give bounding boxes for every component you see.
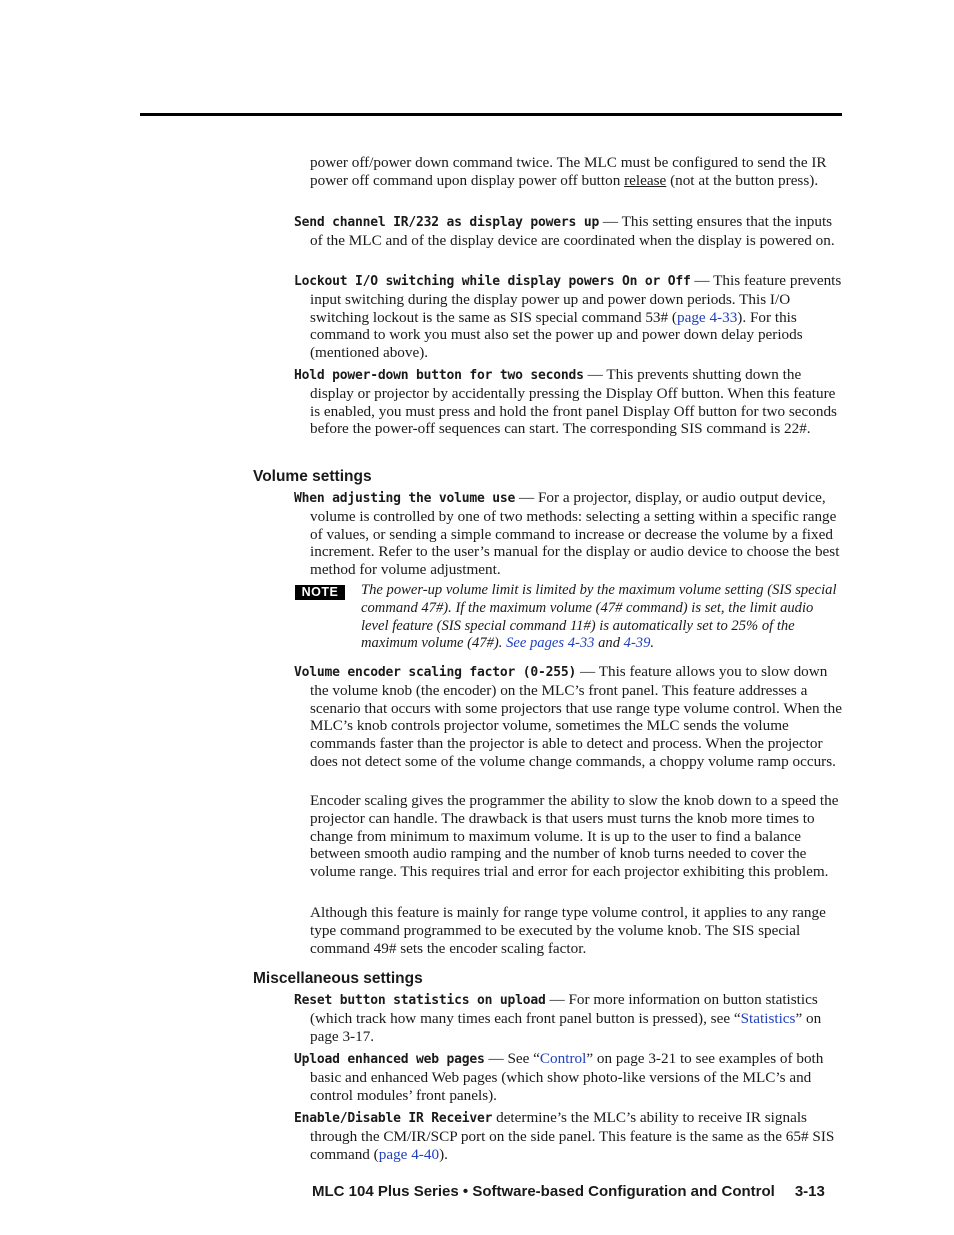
note-badge: NOTE [295, 585, 345, 600]
intro-text: power off/power down command twice. The MLC must be configured to send the IR power off command upon display power off button [310, 154, 827, 189]
note-conjunction: and [594, 635, 624, 652]
control-link[interactable]: Control [539, 1050, 587, 1067]
setting-item [294, 663, 842, 771]
setting-text: — For more information on button statistics (which track how many times each front panel button is pressed), see “ [310, 991, 818, 1027]
setting-lead: Reset button statistics on upload [294, 993, 546, 1008]
setting-lead: Upload enhanced web pages [294, 1052, 485, 1067]
encoder-paragraph-2: Encoder scaling gives the programmer the ability to slow the knob down to a speed the projector can handle. The drawback is that users must turns the knob more times to change from minimum to maximum volume. It is up to the user to find a balance between smooth audio ramping and the number of knob turns needed to cover the volume range. This requires trial and error for each projector exhibiting this problem. [310, 792, 839, 881]
setting-item [294, 1050, 842, 1104]
setting-item [294, 1109, 842, 1163]
header-rule [140, 113, 842, 116]
setting-text: — This setting ensures that the inputs of the MLC and of the display device are coordinated when the display is powered on. [310, 213, 835, 249]
setting-text: — See “ [484, 1050, 540, 1067]
section-heading-misc: Miscellaneous settings [253, 970, 423, 987]
setting-lead: Volume encoder scaling factor (0-255) [294, 665, 577, 680]
setting-lead: Send channel IR/232 as display powers up [294, 215, 600, 230]
underlined-word: release [624, 171, 667, 189]
intro-text-end: (not at the button press). [666, 171, 819, 189]
note-end: . [650, 635, 655, 652]
intro-continuation [310, 154, 842, 190]
setting-text-end: ” on page 3-21 to see examples of both basic and enhanced Web pages (which show photo-like versions of the MLC’s and control modules’ front panels). [310, 1050, 824, 1104]
note-text [361, 582, 841, 653]
setting-item [294, 991, 842, 1045]
page-link[interactable]: page 4-40 [378, 1145, 440, 1163]
page-link[interactable]: page 4-33 [676, 308, 738, 326]
setting-text-end: ). [439, 1145, 448, 1163]
setting-text: — For a projector, display, or audio output device, volume is controlled by one of two methods: selecting a setting within a specific range of values, or sending a simple command to increase or decrease the volume by a fixed increment. Refer to the user’s manual for the display or audio device to choose the best method for volume adjustment. [310, 489, 840, 579]
setting-text-end: ). For this command to work you must also set the power up and power down delay periods (mentioned above). [310, 308, 803, 362]
setting-text: determine’s the MLC’s ability to receive IR signals through the CM/IR/SCP port on the side panel. This feature is the same as the 65# SIS command ( [310, 1109, 835, 1163]
setting-item [294, 272, 842, 362]
note-link-pages[interactable]: See pages 4-33 [506, 635, 595, 652]
setting-lead: Hold power-down button for two seconds [294, 368, 584, 383]
setting-text-end: ” on page 3-17. [310, 1009, 822, 1045]
section-heading-volume: Volume settings [253, 468, 372, 485]
note-body: The power-up volume limit is limited by the maximum volume setting (SIS special command 47#). If the maximum volume (47# command) is set, the limit audio level feature (SIS special command 11#) is automatically set to 25% of the maximum volume (47#). [361, 582, 837, 652]
setting-text: — This prevents shutting down the display or projector by accidentally pressing the Display Off button. When this feature is enabled, you must press and hold the front panel Display Off button for two seconds before the power-off sequences can start. The corresponding SIS command is 22#. [310, 366, 837, 438]
statistics-link[interactable]: Statistics [740, 1009, 796, 1027]
encoder-paragraph-3: Although this feature is mainly for range type volume control, it applies to any range type command programmed to be executed by the volume knob. The SIS special command 49# sets the encoder scaling factor. [310, 904, 826, 957]
setting-item [294, 489, 842, 579]
setting-lead: Enable/Disable IR Receiver [294, 1111, 493, 1126]
page-footer [312, 1183, 825, 1200]
setting-text: — This feature allows you to slow down the volume knob (the encoder) on the MLC’s front panel. This feature addresses a scenario that occurs with some projectors that use range type volume control. When the MLC’s knob controls projector volume, sometimes the MLC sends the volume commands faster than the projector is able to detect and process. When the projector does not detect some of the volume change commands, a choppy volume ramp occurs. [310, 663, 842, 770]
setting-lead: Lockout I/O switching while display powers On or Off [294, 274, 691, 289]
setting-text: — This feature prevents input switching during the display power up and power down periods. This I/O switching lockout is the same as SIS special command 53# ( [310, 272, 842, 326]
setting-item [294, 366, 842, 438]
setting-item [294, 213, 842, 250]
setting-lead: When adjusting the volume use [294, 491, 516, 506]
page-number: 3-13 [794, 1183, 825, 1200]
note-link-page[interactable]: 4-39 [623, 635, 651, 652]
footer-title: MLC 104 Plus Series • Software-based Configuration and Control [312, 1183, 775, 1200]
